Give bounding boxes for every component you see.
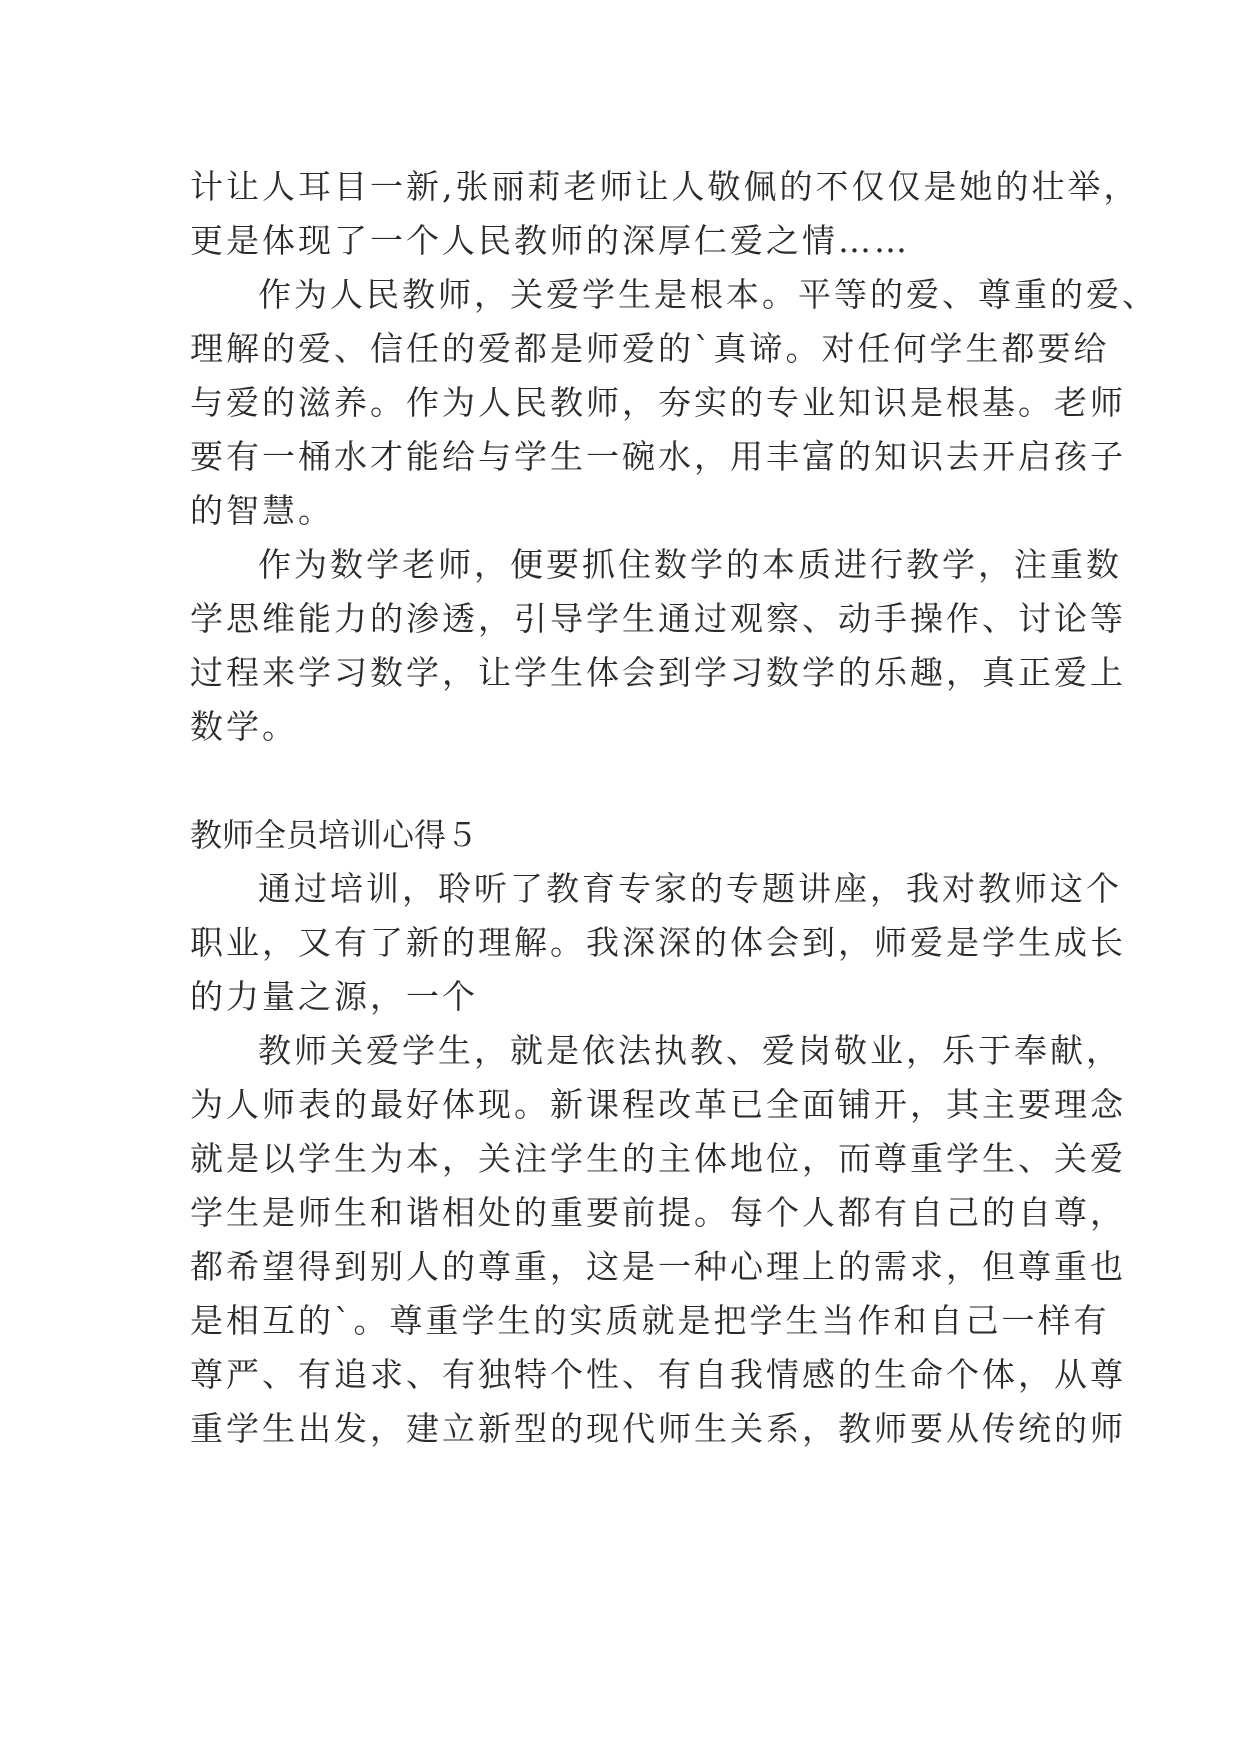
paragraph-start: 作为人民教师，关爱学生是根本。平等的爱、尊重的爱、 — [258, 275, 1158, 314]
document-body — [190, 160, 1158, 1456]
section-gap — [190, 754, 1090, 808]
paragraph-start: 通过培训，聆听了教育专家的专题讲座，我对教师这个 — [258, 869, 1122, 908]
text-line: 更是体现了一个人民教师的深厚仁爱之情…… — [190, 221, 910, 260]
text-line: 职业，又有了新的理解。我深深的体会到，师爱是学生成长 — [190, 923, 1126, 962]
text-line: 都希望得到别人的尊重，这是一种心理上的需求，但尊重也 — [190, 1247, 1126, 1286]
text-line: 理解的爱、信任的爱都是师爱的`真谛。对任何学生都要给 — [190, 329, 1110, 368]
text-line: 学生是师生和谐相处的重要前提。每个人都有自己的自尊， — [190, 1193, 1126, 1232]
text-line: 重学生出发，建立新型的现代师生关系，教师要从传统的师 — [190, 1409, 1126, 1448]
text-line: 要有一桶水才能给与学生一碗水，用丰富的知识去开启孩子 — [190, 437, 1126, 476]
text-line: 数学。 — [190, 707, 298, 746]
paragraph-start: 作为数学老师，便要抓住数学的本质进行教学，注重数 — [258, 545, 1122, 584]
text-line: 学思维能力的渗透，引导学生通过观察、动手操作、讨论等 — [190, 599, 1126, 638]
text-line: 就是以学生为本，关注学生的主体地位，而尊重学生、关爱 — [190, 1139, 1126, 1178]
text-line: 的智慧。 — [190, 491, 334, 530]
text-line: 尊严、有追求、有独特个性、有自我情感的生命个体，从尊 — [190, 1355, 1126, 1394]
paragraph-start: 教师关爱学生，就是依法执教、爱岗敬业，乐于奉献， — [258, 1031, 1122, 1070]
section-heading: 教师全员培训心得５ — [190, 816, 479, 854]
text-line: 为人师表的最好体现。新课程改革已全面铺开，其主要理念 — [190, 1085, 1126, 1124]
text-line: 的力量之源，一个 — [190, 977, 478, 1016]
text-line: 与爱的滋养。作为人民教师，夯实的专业知识是根基。老师 — [190, 383, 1126, 422]
text-line: 是相互的`。尊重学生的实质就是把学生当作和自己一样有 — [190, 1301, 1110, 1340]
text-line: 过程来学习数学，让学生体会到学习数学的乐趣，真正爱上 — [190, 653, 1126, 692]
text-line: 计让人耳目一新,张丽莉老师让人敬佩的不仅仅是她的壮举， — [190, 167, 1140, 206]
